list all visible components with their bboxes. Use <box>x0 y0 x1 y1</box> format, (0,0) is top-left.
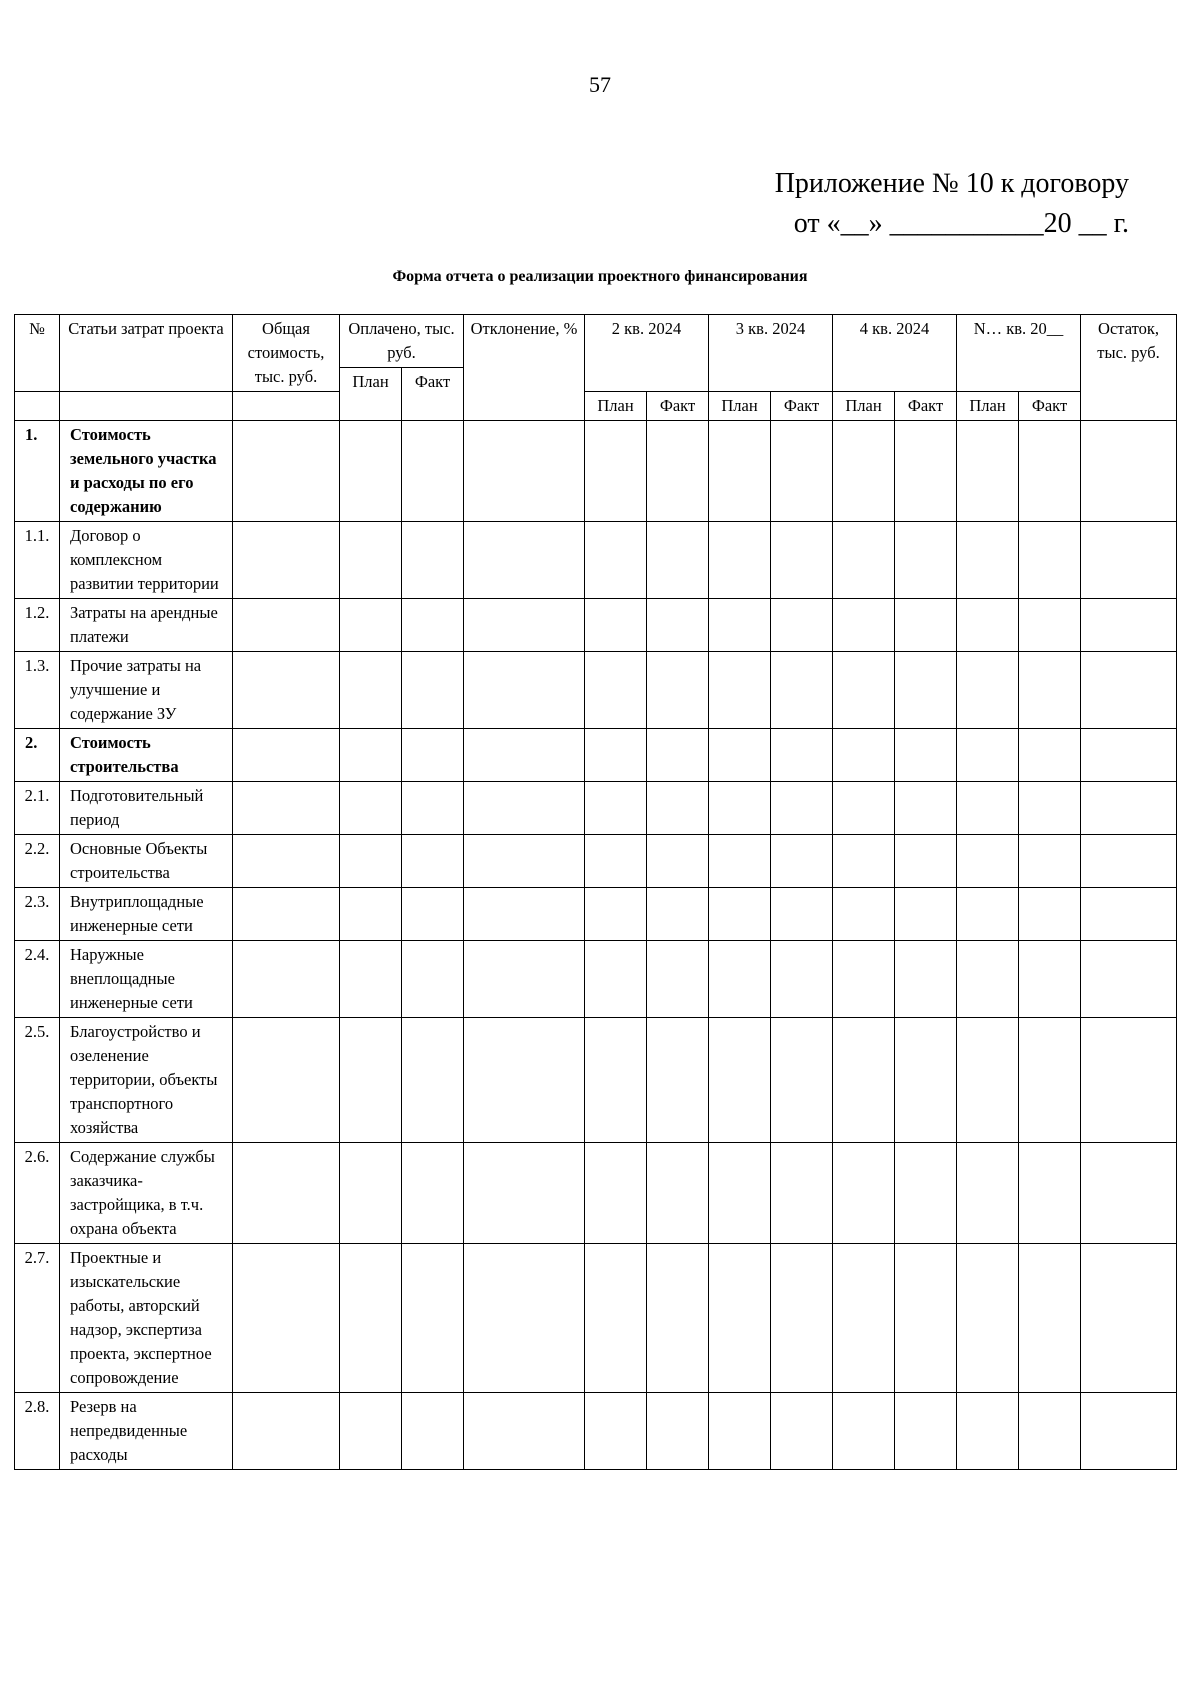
empty-value-cell <box>833 1143 895 1244</box>
row-number: 2.2. <box>15 835 60 888</box>
empty-value-cell <box>771 729 833 782</box>
empty-value-cell <box>771 1393 833 1470</box>
empty-value-cell <box>833 421 895 522</box>
empty-value-cell <box>833 1244 895 1393</box>
table-body <box>15 421 1177 1470</box>
appendix-line-1: Приложение № 10 к договору <box>774 168 1129 199</box>
empty-value-cell <box>464 522 585 599</box>
row-number: 2.8. <box>15 1393 60 1470</box>
header-qn-fact: Факт <box>1019 392 1081 421</box>
empty-value-cell <box>233 522 340 599</box>
empty-value-cell <box>340 1018 402 1143</box>
empty-value-cell <box>709 782 771 835</box>
empty-value-cell <box>233 835 340 888</box>
empty-value-cell <box>402 888 464 941</box>
row-number: 2.7. <box>15 1244 60 1393</box>
empty-value-cell <box>1081 941 1177 1018</box>
empty-value-cell <box>464 421 585 522</box>
empty-value-cell <box>585 1244 647 1393</box>
empty-value-cell <box>647 421 709 522</box>
empty-value-cell <box>833 941 895 1018</box>
empty-value-cell <box>957 729 1019 782</box>
empty-value-cell <box>647 1143 709 1244</box>
empty-value-cell <box>1081 1143 1177 1244</box>
row-cost-item: Наружные внеплощадные инженерные сети <box>60 941 233 1018</box>
empty-value-cell <box>402 835 464 888</box>
table-row <box>15 1143 1177 1244</box>
header-q3-2024: 3 кв. 2024 <box>709 315 833 392</box>
empty-value-cell <box>1019 835 1081 888</box>
empty-value-cell <box>585 1143 647 1244</box>
empty-value-cell <box>1019 941 1081 1018</box>
empty-value-cell <box>340 835 402 888</box>
header-q2-plan: План <box>585 392 647 421</box>
empty-value-cell <box>709 941 771 1018</box>
empty-value-cell <box>895 599 957 652</box>
empty-value-cell <box>233 782 340 835</box>
empty-value-cell <box>340 421 402 522</box>
header-cost-items: Статьи затрат проекта <box>60 315 233 392</box>
empty-value-cell <box>1081 1018 1177 1143</box>
empty-value-cell <box>895 421 957 522</box>
empty-value-cell <box>833 599 895 652</box>
header-q2-fact: Факт <box>647 392 709 421</box>
empty-value-cell <box>647 652 709 729</box>
empty-value-cell <box>402 1018 464 1143</box>
empty-value-cell <box>585 941 647 1018</box>
header-paid-plan: План <box>340 368 402 421</box>
empty-value-cell <box>957 835 1019 888</box>
empty-value-cell <box>833 522 895 599</box>
empty-value-cell <box>647 729 709 782</box>
row-number: 1.1. <box>15 522 60 599</box>
empty-value-cell <box>895 652 957 729</box>
empty-value-cell <box>957 652 1019 729</box>
empty-value-cell <box>709 729 771 782</box>
empty-value-cell <box>464 1244 585 1393</box>
empty-value-cell <box>957 941 1019 1018</box>
empty-value-cell <box>1019 652 1081 729</box>
empty-value-cell <box>585 782 647 835</box>
empty-value-cell <box>957 888 1019 941</box>
empty-value-cell <box>833 782 895 835</box>
empty-value-cell <box>340 782 402 835</box>
empty-value-cell <box>709 652 771 729</box>
empty-value-cell <box>402 421 464 522</box>
empty-value-cell <box>895 729 957 782</box>
empty-value-cell <box>340 729 402 782</box>
empty-value-cell <box>895 888 957 941</box>
empty-value-cell <box>585 1018 647 1143</box>
appendix-line-2: от «__» ___________20 __ г. <box>793 208 1129 239</box>
empty-value-cell <box>957 1143 1019 1244</box>
empty-value-cell <box>1019 599 1081 652</box>
empty-value-cell <box>709 1018 771 1143</box>
header-deviation: Отклонение, % <box>464 315 585 421</box>
empty-value-cell <box>1019 1244 1081 1393</box>
empty-value-cell <box>647 888 709 941</box>
empty-value-cell <box>647 1018 709 1143</box>
empty-value-cell <box>585 888 647 941</box>
empty-value-cell <box>1081 729 1177 782</box>
table-row <box>15 522 1177 599</box>
table-row <box>15 835 1177 888</box>
header-num-cont <box>15 392 60 421</box>
empty-value-cell <box>895 1143 957 1244</box>
empty-value-cell <box>957 421 1019 522</box>
table-row <box>15 599 1177 652</box>
empty-value-cell <box>771 1244 833 1393</box>
row-number: 2.5. <box>15 1018 60 1143</box>
empty-value-cell <box>957 599 1019 652</box>
empty-value-cell <box>771 421 833 522</box>
empty-value-cell <box>1081 652 1177 729</box>
empty-value-cell <box>340 941 402 1018</box>
empty-value-cell <box>585 599 647 652</box>
empty-value-cell <box>1081 522 1177 599</box>
table-row <box>15 652 1177 729</box>
row-cost-item: Внутриплощадные инженерные сети <box>60 888 233 941</box>
table-row <box>15 941 1177 1018</box>
empty-value-cell <box>957 782 1019 835</box>
empty-value-cell <box>709 522 771 599</box>
table-row <box>15 421 1177 522</box>
empty-value-cell <box>709 1143 771 1244</box>
empty-value-cell <box>402 729 464 782</box>
empty-value-cell <box>402 522 464 599</box>
empty-value-cell <box>464 835 585 888</box>
header-q4-fact: Факт <box>895 392 957 421</box>
empty-value-cell <box>833 729 895 782</box>
empty-value-cell <box>233 1018 340 1143</box>
row-number: 1.3. <box>15 652 60 729</box>
empty-value-cell <box>647 522 709 599</box>
empty-value-cell <box>1081 835 1177 888</box>
empty-value-cell <box>771 599 833 652</box>
row-number: 2.3. <box>15 888 60 941</box>
empty-value-cell <box>895 1244 957 1393</box>
empty-value-cell <box>585 522 647 599</box>
row-cost-item: Резерв на непредвиденные расходы <box>60 1393 233 1470</box>
empty-value-cell <box>464 1143 585 1244</box>
empty-value-cell <box>233 1244 340 1393</box>
header-q4-2024: 4 кв. 2024 <box>833 315 957 392</box>
table-row <box>15 1018 1177 1143</box>
empty-value-cell <box>957 522 1019 599</box>
header-num: № <box>15 315 60 392</box>
empty-value-cell <box>1019 421 1081 522</box>
empty-value-cell <box>402 941 464 1018</box>
empty-value-cell <box>895 835 957 888</box>
empty-value-cell <box>895 941 957 1018</box>
empty-value-cell <box>895 1018 957 1143</box>
empty-value-cell <box>647 1393 709 1470</box>
header-qn: N… кв. 20__ <box>957 315 1081 392</box>
empty-value-cell <box>464 652 585 729</box>
header-total-cost-cont <box>233 392 340 421</box>
empty-value-cell <box>585 835 647 888</box>
header-remainder: Остаток, тыс. руб. <box>1081 315 1177 421</box>
empty-value-cell <box>647 599 709 652</box>
header-q2-2024: 2 кв. 2024 <box>585 315 709 392</box>
empty-value-cell <box>402 782 464 835</box>
empty-value-cell <box>1081 421 1177 522</box>
empty-value-cell <box>1019 1143 1081 1244</box>
empty-value-cell <box>402 599 464 652</box>
table-row <box>15 729 1177 782</box>
empty-value-cell <box>647 782 709 835</box>
empty-value-cell <box>1019 522 1081 599</box>
empty-value-cell <box>402 1393 464 1470</box>
empty-value-cell <box>895 522 957 599</box>
empty-value-cell <box>833 1018 895 1143</box>
empty-value-cell <box>833 652 895 729</box>
empty-value-cell <box>340 652 402 729</box>
empty-value-cell <box>464 599 585 652</box>
empty-value-cell <box>233 1393 340 1470</box>
empty-value-cell <box>1081 888 1177 941</box>
empty-value-cell <box>464 1018 585 1143</box>
empty-value-cell <box>402 652 464 729</box>
empty-value-cell <box>233 1143 340 1244</box>
row-cost-item: Проектные и изыскательские работы, авторский надзор, экспертиза проекта, экспертное сопровождение <box>60 1244 233 1393</box>
empty-value-cell <box>833 1393 895 1470</box>
empty-value-cell <box>402 1143 464 1244</box>
header-qn-plan: План <box>957 392 1019 421</box>
empty-value-cell <box>233 888 340 941</box>
empty-value-cell <box>233 941 340 1018</box>
empty-value-cell <box>233 599 340 652</box>
empty-value-cell <box>1019 1018 1081 1143</box>
row-cost-item: Стоимость земельного участка и расходы по его содержанию <box>60 421 233 522</box>
empty-value-cell <box>709 835 771 888</box>
empty-value-cell <box>1081 1244 1177 1393</box>
empty-value-cell <box>957 1244 1019 1393</box>
empty-value-cell <box>647 1244 709 1393</box>
empty-value-cell <box>464 1393 585 1470</box>
empty-value-cell <box>957 1393 1019 1470</box>
row-cost-item: Затраты на арендные платежи <box>60 599 233 652</box>
empty-value-cell <box>233 729 340 782</box>
empty-value-cell <box>771 941 833 1018</box>
empty-value-cell <box>585 729 647 782</box>
empty-value-cell <box>1019 1393 1081 1470</box>
empty-value-cell <box>1019 782 1081 835</box>
empty-value-cell <box>771 1143 833 1244</box>
empty-value-cell <box>771 1018 833 1143</box>
header-q3-fact: Факт <box>771 392 833 421</box>
empty-value-cell <box>340 522 402 599</box>
row-cost-item: Содержание службы заказчика-застройщика, в т.ч. охрана объекта <box>60 1143 233 1244</box>
row-number: 2. <box>15 729 60 782</box>
row-number: 1. <box>15 421 60 522</box>
header-paid: Оплачено, тыс. руб. <box>340 315 464 368</box>
page-number: 57 <box>589 72 611 97</box>
table-row <box>15 888 1177 941</box>
empty-value-cell <box>1019 729 1081 782</box>
row-cost-item: Стоимость строительства <box>60 729 233 782</box>
empty-value-cell <box>709 421 771 522</box>
row-cost-item: Подготовительный период <box>60 782 233 835</box>
empty-value-cell <box>957 1018 1019 1143</box>
empty-value-cell <box>340 1143 402 1244</box>
empty-value-cell <box>709 1244 771 1393</box>
empty-value-cell <box>833 835 895 888</box>
empty-value-cell <box>464 729 585 782</box>
empty-value-cell <box>1081 782 1177 835</box>
empty-value-cell <box>340 1393 402 1470</box>
row-cost-item: Основные Объекты строительства <box>60 835 233 888</box>
empty-value-cell <box>340 888 402 941</box>
empty-value-cell <box>833 888 895 941</box>
empty-value-cell <box>771 652 833 729</box>
empty-value-cell <box>647 941 709 1018</box>
table-header <box>15 315 1177 421</box>
empty-value-cell <box>895 1393 957 1470</box>
row-number: 2.4. <box>15 941 60 1018</box>
row-cost-item: Договор о комплексном развитии территории <box>60 522 233 599</box>
empty-value-cell <box>464 888 585 941</box>
empty-value-cell <box>1081 1393 1177 1470</box>
empty-value-cell <box>340 1244 402 1393</box>
empty-value-cell <box>771 835 833 888</box>
empty-value-cell <box>585 1393 647 1470</box>
empty-value-cell <box>709 1393 771 1470</box>
header-q4-plan: План <box>833 392 895 421</box>
empty-value-cell <box>585 652 647 729</box>
header-total-cost: Общая стоимость, тыс. руб. <box>233 315 340 392</box>
row-cost-item: Благоустройство и озеленение территории, объекты транспортного хозяйства <box>60 1018 233 1143</box>
row-number: 2.6. <box>15 1143 60 1244</box>
empty-value-cell <box>647 835 709 888</box>
empty-value-cell <box>340 599 402 652</box>
empty-value-cell <box>233 421 340 522</box>
empty-value-cell <box>709 599 771 652</box>
form-title: Форма отчета о реализации проектного финансирования <box>392 268 808 285</box>
empty-value-cell <box>1019 888 1081 941</box>
empty-value-cell <box>771 888 833 941</box>
appendix-heading <box>775 164 1129 244</box>
report-table <box>14 314 1177 1470</box>
empty-value-cell <box>1081 599 1177 652</box>
header-cost-items-cont <box>60 392 233 421</box>
row-number: 1.2. <box>15 599 60 652</box>
empty-value-cell <box>464 782 585 835</box>
table-row <box>15 782 1177 835</box>
table-row <box>15 1393 1177 1470</box>
empty-value-cell <box>402 1244 464 1393</box>
header-paid-fact: Факт <box>402 368 464 421</box>
empty-value-cell <box>464 941 585 1018</box>
empty-value-cell <box>585 421 647 522</box>
table-row <box>15 1244 1177 1393</box>
empty-value-cell <box>895 782 957 835</box>
empty-value-cell <box>771 782 833 835</box>
row-cost-item: Прочие затраты на улучшение и содержание ЗУ <box>60 652 233 729</box>
empty-value-cell <box>771 522 833 599</box>
empty-value-cell <box>709 888 771 941</box>
header-q3-plan: План <box>709 392 771 421</box>
row-number: 2.1. <box>15 782 60 835</box>
empty-value-cell <box>233 652 340 729</box>
